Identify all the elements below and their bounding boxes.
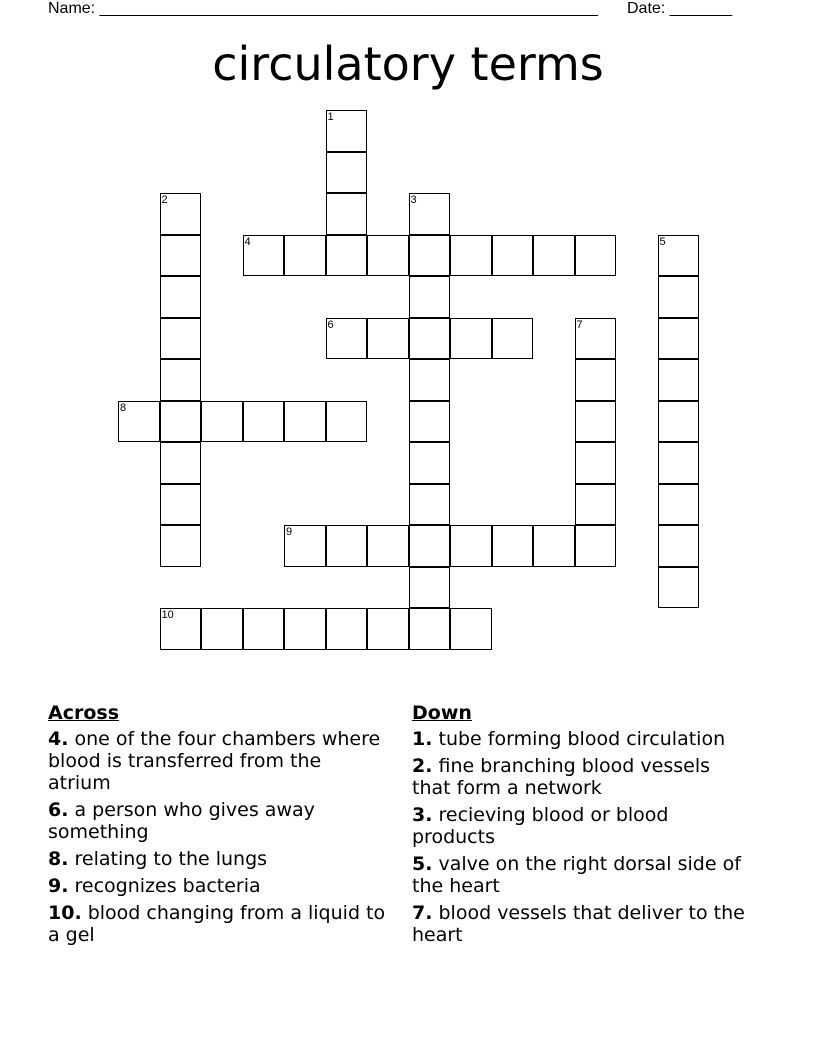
grid-cell[interactable] <box>160 484 202 526</box>
grid-cell[interactable] <box>326 110 368 152</box>
clue-text: a person who gives away something <box>48 799 315 843</box>
across-heading: Across <box>48 702 120 724</box>
clue-number: 7. <box>412 902 433 924</box>
down-clue <box>412 902 752 946</box>
clue-text: tube forming blood circulation <box>438 728 726 750</box>
grid-cell[interactable] <box>658 484 700 526</box>
grid-cell[interactable] <box>160 276 202 318</box>
grid-cell[interactable] <box>326 193 368 235</box>
grid-cell[interactable] <box>533 235 575 277</box>
clue-text: fine branching blood vessels that form a network <box>412 755 710 799</box>
clue-number: 10. <box>48 902 82 924</box>
clue-number: 8. <box>48 848 69 870</box>
across-clues <box>48 702 388 951</box>
down-heading: Down <box>412 702 472 724</box>
clue-number: 3. <box>412 804 433 826</box>
grid-cell[interactable] <box>243 608 285 650</box>
down-clue <box>412 804 752 848</box>
grid-cell[interactable] <box>367 235 409 277</box>
grid-cell[interactable] <box>409 608 451 650</box>
grid-cell[interactable] <box>409 442 451 484</box>
grid-cell[interactable] <box>367 525 409 567</box>
grid-cell[interactable] <box>575 235 617 277</box>
grid-cell[interactable] <box>492 525 534 567</box>
cell-number: 8 <box>120 401 127 414</box>
grid-cell[interactable] <box>658 235 700 277</box>
grid-cell[interactable] <box>658 276 700 318</box>
grid-cell[interactable] <box>160 442 202 484</box>
grid-cell[interactable] <box>326 525 368 567</box>
grid-cell[interactable] <box>118 401 160 443</box>
cell-number: 4 <box>244 235 251 248</box>
clue-number: 1. <box>412 728 433 750</box>
across-clue <box>48 799 388 843</box>
grid-cell[interactable] <box>367 318 409 360</box>
grid-cell[interactable] <box>160 235 202 277</box>
down-clue <box>412 728 752 750</box>
down-clue <box>412 755 752 799</box>
across-clue <box>48 728 388 794</box>
grid-cell[interactable] <box>243 235 285 277</box>
name-field-label: Name: ________________________________________________________ <box>48 0 598 17</box>
clue-text: recieving blood or blood products <box>412 804 669 848</box>
across-clue <box>48 875 388 897</box>
clue-number: 2. <box>412 755 433 777</box>
grid-cell[interactable] <box>492 235 534 277</box>
grid-cell[interactable] <box>160 608 202 650</box>
grid-cell[interactable] <box>575 318 617 360</box>
cell-number: 9 <box>286 526 293 538</box>
cell-number: 10 <box>161 609 174 621</box>
grid-cell[interactable] <box>409 235 451 277</box>
clue-text: valve on the right dorsal side of the heart <box>412 853 741 897</box>
grid-cell[interactable] <box>533 525 575 567</box>
grid-cell[interactable] <box>201 401 243 443</box>
grid-cell[interactable] <box>492 318 534 360</box>
clue-number: 5. <box>412 853 433 875</box>
cell-number: 2 <box>161 194 168 206</box>
across-clue <box>48 902 388 946</box>
clue-number: 6. <box>48 799 69 821</box>
clue-text: blood changing from a liquid to a gel <box>48 902 386 946</box>
grid-cell[interactable] <box>160 193 202 235</box>
grid-cell[interactable] <box>575 442 617 484</box>
grid-cell[interactable] <box>409 193 451 235</box>
grid-cell[interactable] <box>658 401 700 443</box>
clue-number: 9. <box>48 875 69 897</box>
cell-number: 7 <box>576 318 583 331</box>
grid-cell[interactable] <box>575 525 617 567</box>
grid-cell[interactable] <box>450 525 492 567</box>
grid-cell[interactable] <box>326 318 368 360</box>
cell-number: 6 <box>327 318 334 331</box>
grid-cell[interactable] <box>409 401 451 443</box>
grid-cell[interactable] <box>326 152 368 194</box>
cell-number: 3 <box>410 194 417 206</box>
grid-cell[interactable] <box>450 318 492 360</box>
cell-number: 1 <box>327 111 334 123</box>
clue-number: 4. <box>48 728 69 750</box>
cell-number: 5 <box>659 235 666 248</box>
grid-cell[interactable] <box>450 608 492 650</box>
grid-cell[interactable] <box>201 608 243 650</box>
date-field-label: Date: _______ <box>627 0 732 17</box>
grid-cell[interactable] <box>160 525 202 567</box>
grid-cell[interactable] <box>284 608 326 650</box>
grid-cell[interactable] <box>409 484 451 526</box>
grid-cell[interactable] <box>409 359 451 401</box>
grid-cell[interactable] <box>326 608 368 650</box>
grid-cell[interactable] <box>409 276 451 318</box>
grid-cell[interactable] <box>409 525 451 567</box>
grid-cell[interactable] <box>409 318 451 360</box>
grid-cell[interactable] <box>160 359 202 401</box>
grid-cell[interactable] <box>367 608 409 650</box>
grid-cell[interactable] <box>575 359 617 401</box>
grid-cell[interactable] <box>160 318 202 360</box>
grid-cell[interactable] <box>658 442 700 484</box>
clue-text: one of the four chambers where blood is transferred from the atrium <box>48 728 381 794</box>
grid-cell[interactable] <box>658 359 700 401</box>
grid-cell[interactable] <box>658 318 700 360</box>
clue-text: blood vessels that deliver to the heart <box>412 902 745 946</box>
grid-cell[interactable] <box>284 525 326 567</box>
grid-cell[interactable] <box>575 401 617 443</box>
down-clues <box>412 702 752 951</box>
grid-cell[interactable] <box>575 484 617 526</box>
across-clue <box>48 848 388 870</box>
grid-cell[interactable] <box>450 235 492 277</box>
grid-cell[interactable] <box>409 567 451 609</box>
clue-text: recognizes bacteria <box>74 875 261 897</box>
grid-cell[interactable] <box>284 401 326 443</box>
grid-cell[interactable] <box>658 525 700 567</box>
grid-cell[interactable] <box>160 401 202 443</box>
page-title: circulatory terms <box>212 37 604 91</box>
grid-cell[interactable] <box>326 235 368 277</box>
grid-cell[interactable] <box>326 401 368 443</box>
down-clue <box>412 853 752 897</box>
grid-cell[interactable] <box>658 567 700 609</box>
grid-cell[interactable] <box>243 401 285 443</box>
grid-cell[interactable] <box>284 235 326 277</box>
clue-text: relating to the lungs <box>74 848 268 870</box>
